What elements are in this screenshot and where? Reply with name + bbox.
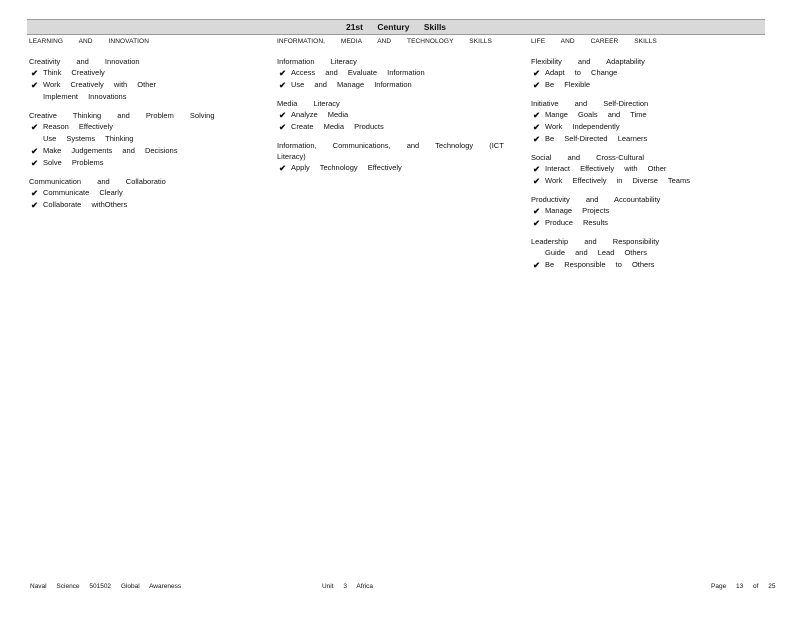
skill-item-label: Work Independently	[545, 122, 620, 131]
checkmark-icon: ✔	[279, 68, 287, 78]
skill-group	[531, 98, 771, 145]
skill-item	[29, 79, 269, 91]
skill-group	[277, 98, 517, 133]
skill-item	[531, 79, 771, 91]
column-heading: LEARNING AND INNOVATION	[29, 38, 149, 45]
skill-group-title: Media Literacy	[277, 99, 340, 108]
skill-item-label: Analyze Media	[291, 110, 349, 119]
checkmark-icon: ✔	[533, 218, 541, 228]
skill-group	[531, 56, 771, 91]
skill-item-label: Be Flexible	[545, 80, 591, 89]
checkmark-icon: ✔	[533, 68, 541, 78]
skill-item-label: Be Responsible to Others	[545, 260, 655, 269]
checkmark-icon: ✔	[31, 80, 39, 90]
skill-item	[531, 217, 771, 229]
skill-item	[531, 175, 771, 187]
checkmark-icon: ✔	[279, 163, 287, 173]
skill-group	[277, 140, 517, 174]
skill-item	[29, 67, 269, 79]
skill-group-title: Social and Cross-Cultural	[531, 153, 645, 162]
skill-group-title: Flexibility and Adaptability	[531, 57, 645, 66]
checkmark-icon: ✔	[279, 122, 287, 132]
skill-item-label: Use and Manage Information	[291, 80, 412, 89]
skill-item	[277, 109, 517, 121]
skill-group-title: Initiative and Self-Direction	[531, 99, 649, 108]
skill-group	[531, 152, 771, 187]
skill-item	[29, 187, 269, 199]
checkmark-icon: ✔	[533, 260, 541, 270]
skill-item	[531, 205, 771, 217]
skill-item	[531, 259, 771, 271]
checkmark-icon: ✔	[533, 164, 541, 174]
skill-item-label: Make Judgements and Decisions	[43, 146, 178, 155]
checkmark-icon: ✔	[31, 158, 39, 168]
checkmark-icon: ✔	[533, 134, 541, 144]
skill-item-label: Be Self-Directed Learners	[545, 134, 648, 143]
skill-item	[29, 121, 269, 133]
page-title: 21st Century Skills	[27, 19, 765, 35]
skill-item	[277, 79, 517, 91]
skill-group-title: Creative Thinking and Problem Solving	[29, 111, 215, 120]
checkmark-icon: ✔	[31, 68, 39, 78]
skill-item-label: Apply Technology Effectively	[291, 163, 402, 172]
skill-item	[29, 157, 269, 169]
skill-item-label: Adapt to Change	[545, 68, 618, 77]
skill-group-title: Leadership and Responsibility	[531, 237, 660, 246]
skill-item-label: Mange Goals and Time	[545, 110, 647, 119]
skill-item	[531, 67, 771, 79]
skill-group	[531, 236, 771, 271]
skill-item-label: Use Systems Thinking	[43, 134, 134, 143]
checkmark-icon: ✔	[31, 200, 39, 210]
skill-item-label: Interact Effectively with Other	[545, 164, 667, 173]
skill-item	[531, 109, 771, 121]
column-learning-innovation	[29, 38, 269, 218]
skill-item	[531, 163, 771, 175]
checkmark-icon: ✔	[533, 176, 541, 186]
skill-item-label: Implement Innovations	[43, 92, 127, 101]
skill-item-label: Produce Results	[545, 218, 609, 227]
skill-item-label: Communicate Clearly	[43, 188, 123, 197]
column-heading: LIFE AND CAREER SKILLS	[531, 38, 657, 45]
column-information-media-technology	[277, 38, 517, 181]
skill-item-label: Manage Projects	[545, 206, 610, 215]
checkmark-icon: ✔	[31, 146, 39, 156]
skill-item-label: Access and Evaluate Information	[291, 68, 425, 77]
skill-item	[531, 247, 771, 259]
footer-course: Naval Science 501502 Global Awareness	[30, 583, 182, 590]
skill-item-label: Think Creatively	[43, 68, 105, 77]
skill-item-label: Guide and Lead Others	[545, 248, 647, 257]
checkmark-icon: ✔	[279, 110, 287, 120]
skill-group-title: Information, Communications, and Technology (ICT Literacy)	[277, 141, 504, 161]
skill-item	[29, 199, 269, 211]
skill-group	[29, 110, 269, 169]
skill-group-title: Information Literacy	[277, 57, 357, 66]
checkmark-icon: ✔	[533, 206, 541, 216]
skill-item-label: Work Effectively in Diverse Teams	[545, 176, 690, 185]
checkmark-icon: ✔	[31, 188, 39, 198]
skill-item	[277, 67, 517, 79]
checkmark-icon: ✔	[533, 110, 541, 120]
footer-unit: Unit 3 Africa	[322, 583, 374, 590]
skill-group	[277, 56, 517, 91]
skill-item	[29, 145, 269, 157]
footer-page-number: Page 13 of 25	[711, 583, 776, 590]
skill-group	[29, 176, 269, 211]
skill-item-label: Reason Effectively	[43, 122, 113, 131]
skill-group-title: Communication and Collaboratio	[29, 177, 166, 186]
checkmark-icon: ✔	[533, 122, 541, 132]
skill-item-label: Work Creatively with Other	[43, 80, 157, 89]
skill-group-title: Productivity and Accountability	[531, 195, 661, 204]
checkmark-icon: ✔	[31, 122, 39, 132]
skill-group	[531, 194, 771, 229]
skill-group	[29, 56, 269, 103]
skill-item	[531, 121, 771, 133]
column-heading: INFORMATION, MEDIA AND TECHNOLOGY SKILLS	[277, 38, 492, 45]
skill-item	[531, 133, 771, 145]
skill-group-title: Creativity and Innovation	[29, 57, 140, 66]
skill-item	[277, 121, 517, 133]
skill-item-label: Solve Problems	[43, 158, 104, 167]
skill-item-label: Create Media Products	[291, 122, 384, 131]
skill-item-label: Collaborate withOthers	[43, 200, 128, 209]
skill-item	[29, 91, 269, 103]
checkmark-icon: ✔	[533, 80, 541, 90]
skill-item	[277, 162, 517, 174]
checkmark-icon: ✔	[279, 80, 287, 90]
skill-item	[29, 133, 269, 145]
column-life-career	[531, 38, 771, 278]
